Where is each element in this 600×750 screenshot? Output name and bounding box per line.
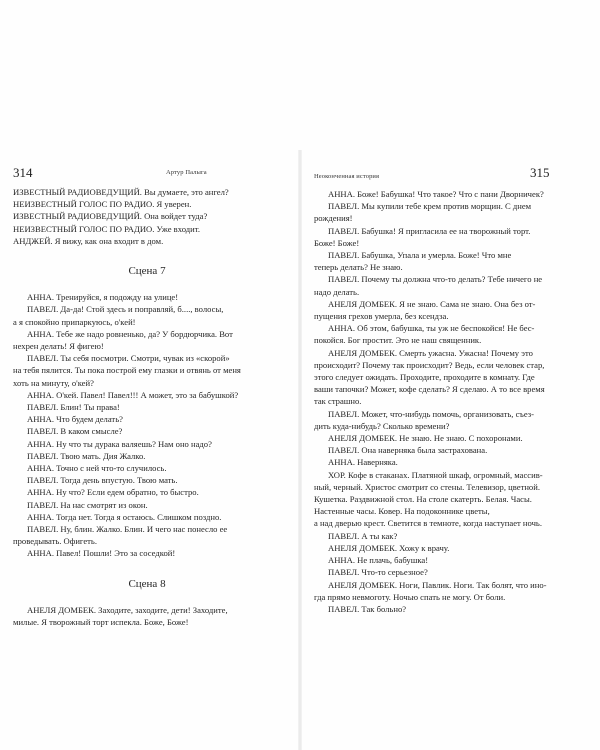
text-line: ный, черный. Христос смотрит со стены. Телевизор, цветной. — [314, 481, 540, 492]
text-line: ПАВЕЛ. Да-да! Стой здесь и поправляй, б...., волосы, — [27, 304, 224, 315]
text-line: ПАВЕЛ. В каком смысле? — [27, 426, 123, 437]
text-line: АННА. О'кей. Павел! Павел!!! А может, это за бабушкой? — [27, 389, 239, 400]
text-line: Боже! Боже! — [314, 237, 360, 248]
text-line: ПАВЕЛ. Бабушка! Я пригласила ее на творожный торт. — [328, 225, 531, 236]
text-line: Кушетка. Раздвижной стол. На столе скатерть. Белая. Часы. — [314, 494, 532, 505]
text-line: ПАВЕЛ. Ты себя посмотри. Смотри, чувак из «скорой» — [27, 353, 230, 364]
text-line: АННА. Тогда нет. Тогда я остаюсь. Слишком поздно. — [27, 511, 222, 522]
text-line: а над дверью крест. Светится в темноте, когда наступает ночь. — [314, 518, 542, 529]
text-line: ПАВЕЛ. А ты как? — [328, 530, 398, 541]
text-line: АНЕЛЯ ДОМБЕК. Не знаю. Не знаю. С похоронами. — [328, 433, 523, 444]
text-line: ПАВЕЛ. Блин! Ты права! — [27, 402, 120, 413]
page-body — [314, 188, 584, 615]
text-line: АНЕЛЯ ДОМБЕК. Ноги, Павлик. Ноги. Так болят, что ино- — [328, 579, 547, 590]
text-line: ПАВЕЛ. На нас смотрят из окон. — [27, 499, 148, 510]
text-line: АНДЖЕЙ. Я вижу, как она входит в дом. — [13, 235, 164, 246]
text-line: АННА. Об этом, бабушка, ты уж не беспокойся! Не бес- — [328, 323, 535, 334]
page-number: 314 — [13, 165, 33, 180]
text-line: АНЕЛЯ ДОМБЕК. Хожу к врачу. — [328, 542, 450, 553]
right-page — [300, 0, 600, 750]
text-line: этого следует ожидать. Проходите, проходите в комнату. Где — [314, 372, 535, 383]
text-line: на тебя пялится. Ты пока построй ему глазки и отвянь от меня — [13, 365, 241, 376]
text-line: так страшно. — [314, 396, 362, 407]
running-head: Неоконченная история — [314, 173, 380, 180]
text-line: проведывать. Офигеть. — [13, 536, 97, 547]
text-line: АНЕЛЯ ДОМБЕК. Я не знаю. Сама не знаю. Она без от- — [328, 298, 536, 309]
running-head: Артур Палыга — [166, 169, 207, 176]
scene-heading: Сцена 8 — [128, 577, 166, 590]
text-line: АННА. Тренируйся, я подожду на улице! — [27, 292, 179, 303]
text-line: НЕИЗВЕСТНЫЙ ГОЛОС ПО РАДИО. Уже входит. — [13, 223, 200, 234]
text-line: пущения грехов умерла, без ксендза. — [314, 311, 449, 322]
text-line: ИЗВЕСТНЫЙ РАДИОВЕДУЩИЙ. Вы думаете, это ангел? — [13, 187, 229, 197]
text-line: АННА. Тебе же надо ровненько, да? У бордюрчика. Вот — [27, 328, 233, 339]
text-line: АНЕЛЯ ДОМБЕК. Смерть ужасна. Ужасна! Почему это — [328, 347, 533, 358]
text-line: ПАВЕЛ. Бабушка, Упала и умерла. Боже! Что мне — [328, 250, 512, 261]
text-line: рождения! — [314, 213, 353, 224]
text-line: Настенные часы. Ковер. На подоконнике цветы, — [314, 506, 490, 517]
text-line: ПАВЕЛ. Может, что-нибудь помочь, организовать, съез- — [328, 408, 535, 419]
text-line: АННА. Что будем делать? — [27, 414, 123, 425]
text-line: нехрен делать! Я фигею! — [13, 341, 104, 352]
text-line: ПАВЕЛ. Почему ты должна что-то делать? Тебе ничего не — [328, 274, 543, 285]
text-line: АННА. Точно с ней что-то случилось. — [27, 463, 167, 474]
text-line: ваши тапочки? Может, кофе сделать? Я сделаю. А то все время — [314, 384, 545, 395]
text-line: АННА. Павел! Пошли! Это за соседкой! — [27, 548, 176, 559]
text-line: НЕИЗВЕСТНЫЙ ГОЛОС ПО РАДИО. Я уверен. — [13, 199, 192, 210]
text-line: гда прямо невмоготу. Ночью спать не могу. От боли. — [314, 591, 506, 602]
text-line: покойся. Бог простит. Это не наш священник. — [314, 335, 482, 346]
text-line: ПАВЕЛ. Что-то серьезное? — [328, 567, 428, 578]
text-line: ИЗВЕСТНЫЙ РАДИОВЕДУЩИЙ. Она войдет туда? — [13, 211, 208, 222]
page-number: 315 — [530, 165, 550, 180]
text-line: ПАВЕЛ. Так больно? — [328, 603, 407, 614]
text-line: АННА. Наверняка. — [328, 457, 398, 468]
text-line: теперь делать? Не знаю. — [314, 262, 403, 273]
text-line: ХОР. Кофе в стаканах. Платяной шкаф, огромный, массив- — [328, 469, 543, 480]
text-line: ПАВЕЛ. Твою мать. Дия Жалко. — [27, 450, 146, 461]
text-line: АННА. Ну что ты дурака валяешь? Нам оно надо? — [27, 438, 212, 449]
text-line: происходит? Почему так происходит? Ведь, если человек стар, — [314, 359, 545, 370]
text-line: ПАВЕЛ. Она наверняка была застрахована. — [328, 445, 488, 456]
text-line: хоть на минуту, о'кей? — [13, 377, 94, 388]
text-line: АНЕЛЯ ДОМБЕК. Заходите, заходите, дети! Заходите, — [27, 604, 228, 615]
page-body — [13, 186, 281, 628]
text-line: ПАВЕЛ. Ну, блин. Жалко. Блин. И чего нас понесло ее — [27, 524, 228, 535]
text-line: дить куда-нибудь? Сколько времени? — [314, 420, 450, 431]
scene-7-text — [13, 291, 281, 559]
text-line: ПАВЕЛ. Тогда день впустую. Твою мать. — [27, 475, 178, 486]
text-line: а я спокойно припаркуюсь, о'кей! — [13, 316, 136, 327]
text-line: надо делать. — [314, 286, 360, 297]
text-line: АННА. Не плачь, бабушка! — [328, 555, 429, 566]
text-line: ПАВЕЛ. Мы купили тебе крем против морщин. С днем — [328, 201, 532, 212]
scene-heading: Сцена 7 — [128, 265, 166, 278]
scene-8-text — [13, 604, 281, 628]
text-line: АННА. Боже! Бабушка! Что такое? Что с пани Дворничек? — [328, 189, 544, 199]
top-lines — [13, 186, 281, 247]
text-line: милые. Я творожный торт испекла. Боже, Боже! — [13, 617, 189, 628]
text-line: АННА. Ну что? Если едем обратно, то быстро. — [27, 487, 199, 498]
